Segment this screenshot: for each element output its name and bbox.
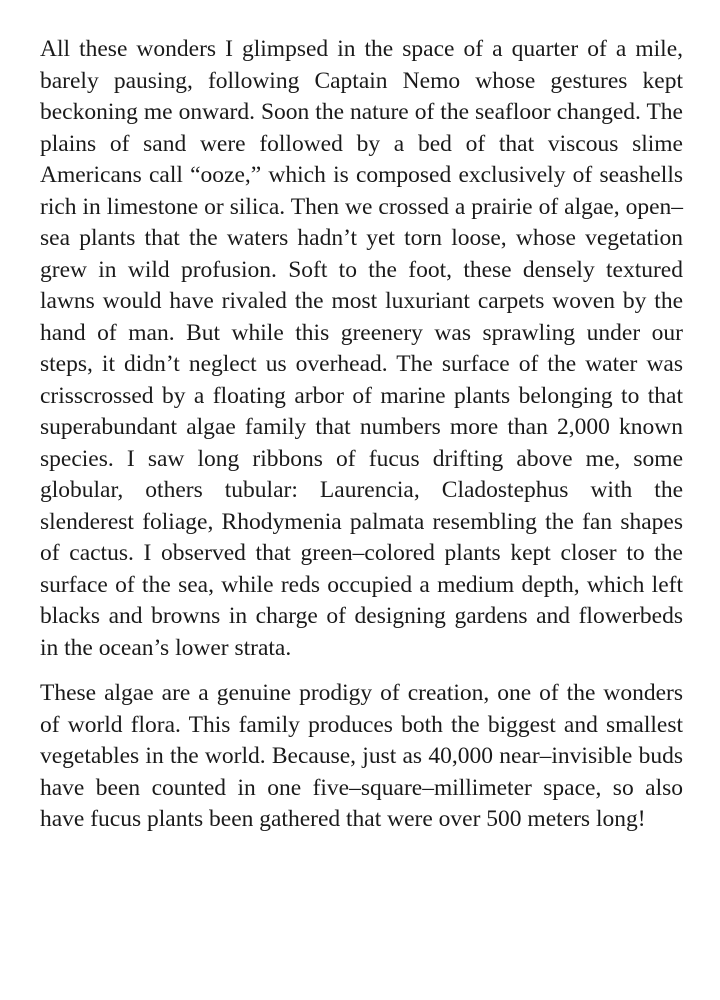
paragraph-1: All these wonders I glimpsed in the space of a quarter of a mile, barely pausing, following Captain Nemo whose gestures kept beckoning me onward. Soon the nature of the seafloor changed. The plains of sand were followed by a bed of that viscous slime Americans call “ooze,” which is composed exclusively of seashells rich in limestone or silica. Then we crossed a prairie of algae, open–sea plants that the waters hadn’t yet torn loose, whose vegetation grew in wild profusion. Soft to the foot, these densely textured lawns would have rivaled the most luxuriant carpets woven by the hand of man. But while this greenery was sprawling under our steps, it didn’t neglect us overhead. The surface of the water was crisscrossed by a floating arbor of marine plants belonging to that superabundant algae family that numbers more than 2,000 known species. I saw long ribbons of fucus drifting above me, some globular, others tubular: Laurencia, Cladostephus with the slenderest foliage, Rhodymenia palmata resembling the fan shapes of cactus. I observed that green–colored plants kept closer to the surface of the sea, while reds occupied a medium depth, which left blacks and browns in charge of designing gardens and flowerbeds in the ocean’s lower strata. bbox=[40, 36, 683, 661]
page-text bbox=[40, 34, 683, 836]
paragraph-2: These algae are a genuine prodigy of creation, one of the wonders of world flora. This family produces both the biggest and smallest vegetables in the world. Because, just as 40,000 near–invisible buds have been counted in one five–square–millimeter space, so also have fucus plants been gathered that were over 500 meters long! bbox=[40, 680, 683, 832]
